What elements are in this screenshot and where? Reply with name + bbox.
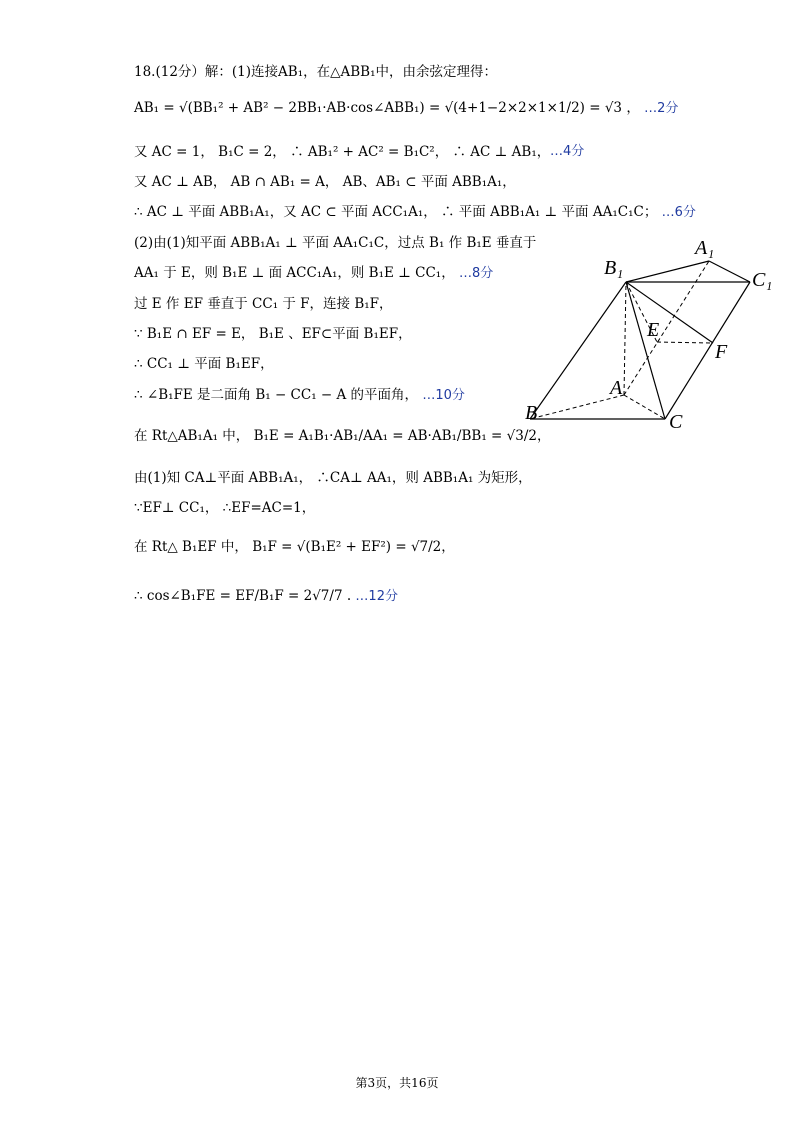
label-b: B <box>525 402 538 424</box>
solution-line-9: ∵ B₁E ∩ EF = E， B₁E 、EF⊂平面 B₁EF， <box>134 326 412 342</box>
score-12: …12分 <box>355 589 398 604</box>
ab1-formula: AB₁ = √(BB₁² + AB² − 2BB₁·AB·cos∠ABB₁) = √(4+1−2×2×1×1/2) = √3 <box>134 100 623 116</box>
label-a: A <box>610 377 623 399</box>
edge-a-b1 <box>624 282 626 395</box>
solution-line-16: ∴ cos∠B₁FE = EF/B₁F = 2√7/7 . …12分 <box>134 588 398 604</box>
solution-line-13: 由(1)知 CA⊥平面 ABB₁A₁， ∴CA⊥ AA₁，则 ABB₁A₁ 为矩形， <box>134 470 532 486</box>
edge-a1-c1 <box>709 261 750 282</box>
solution-heading: 18.(12分）解：(1)连接AB₁，在△ABB₁中，由余弦定理得： <box>134 64 498 80</box>
solution-line-3: 又 AC = 1， B₁C = 2， ∴ AB₁² + AC² = B₁C²， ∴ AC ⊥ AB₁， …4分 <box>134 144 585 160</box>
solution-line-10: ∴ CC₁ ⊥ 平面 B₁EF， <box>134 356 274 372</box>
score-8: …8分 <box>459 266 494 281</box>
label-c: C <box>669 411 683 433</box>
label-e: E <box>647 319 660 341</box>
edge-b1-a1 <box>626 261 709 282</box>
label-a1: A₁ <box>695 237 715 259</box>
edge-b1-c <box>626 282 665 419</box>
segment-e-f <box>657 342 713 343</box>
label-b1: B₁ <box>604 257 624 279</box>
solution-line-4: 又 AC ⊥ AB， AB ∩ AB₁ = A， AB、AB₁ ⊂ 平面 ABB₁A₁， <box>134 174 516 190</box>
solution-line-14: ∵EF⊥ CC₁， ∴EF=AC=1， <box>134 500 316 516</box>
page-footer: 第3页，共16页 <box>355 1076 439 1090</box>
segment-b1-f <box>626 282 713 343</box>
solution-line-8: 过 E 作 EF 垂直于 CC₁ 于 F，连接 B₁F， <box>134 296 393 312</box>
edge-c-c1 <box>665 282 750 419</box>
score-10: …10分 <box>422 388 465 403</box>
solution-line-5: ∴ AC ⊥ 平面 ABB₁A₁，又 AC ⊂ 平面 ACC₁A₁， ∴ 平面 ABB₁A₁ ⊥ 平面 AA₁C₁C； …6分 <box>134 204 696 220</box>
score-6: …6分 <box>661 205 696 220</box>
solution-line-12: 在 Rt△AB₁A₁ 中， B₁E = A₁B₁·AB₁/AA₁ = AB·AB₁/BB₁ = √3/2， <box>134 428 551 444</box>
label-c1: C₁ <box>752 269 773 291</box>
score-2: …2分 <box>644 101 679 116</box>
solution-line-15: 在 Rt△ B₁EF 中， B₁F = √(B₁E² + EF²) = √7/2， <box>134 539 455 555</box>
edge-a-a1 <box>624 261 709 395</box>
score-4: …4分 <box>550 144 585 159</box>
solution-line-2: AB₁ = √(BB₁² + AB² − 2BB₁·AB·cos∠ABB₁) = √(4+1−2×2×1×1/2) = √3 ， …2分 <box>134 100 679 116</box>
label-f: F <box>715 341 728 363</box>
prism-figure <box>520 232 790 442</box>
solution-line-11: ∴ ∠B₁FE 是二面角 B₁ − CC₁ − A 的平面角， …10分 <box>134 387 465 403</box>
solution-line-7: AA₁ 于 E，则 B₁E ⊥ 面 ACC₁A₁，则 B₁E ⊥ CC₁， …8分 <box>134 265 494 281</box>
solution-line-6: (2)由(1)知平面 ABB₁A₁ ⊥ 平面 AA₁C₁C，过点 B₁ 作 B₁E 垂直于 <box>134 235 537 251</box>
